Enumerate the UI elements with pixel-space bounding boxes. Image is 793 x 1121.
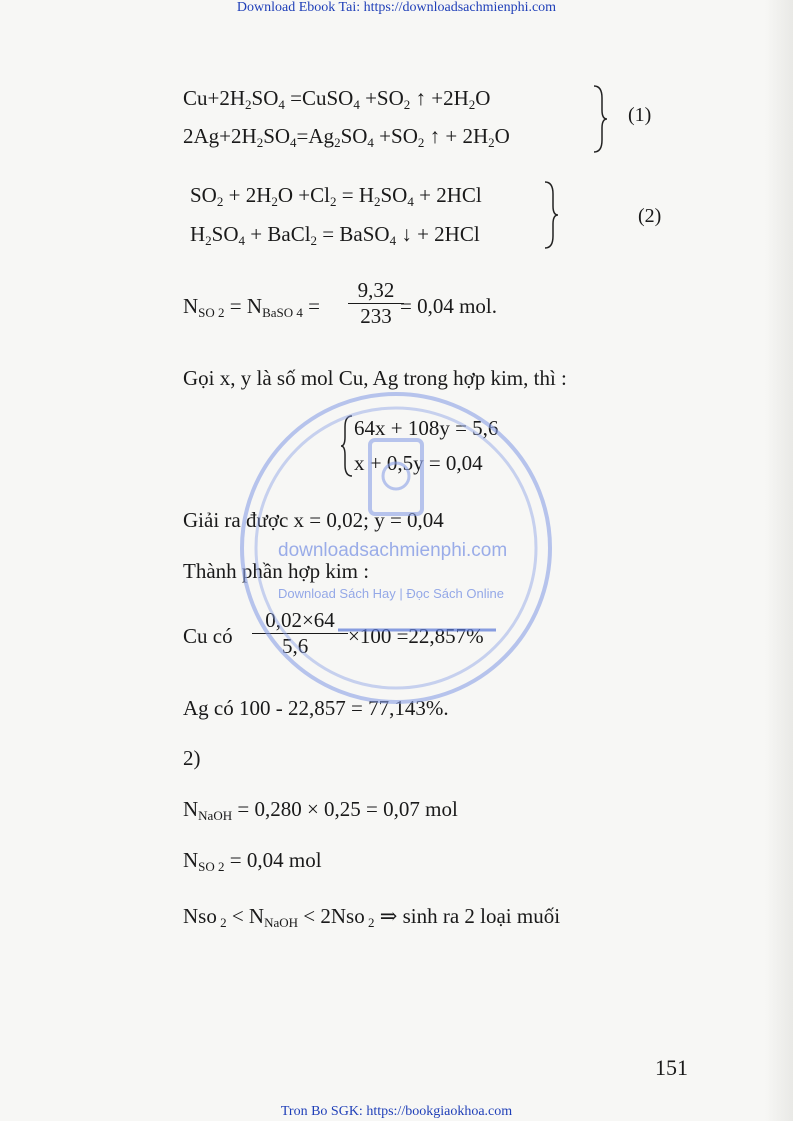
cu-numerator: 0,02×64 bbox=[252, 608, 348, 634]
system-eq-2: x + 0,5y = 0,04 bbox=[354, 451, 483, 475]
mole-denominator: 233 bbox=[360, 304, 392, 328]
solution-text: Giải ra được x = 0,02; y = 0,04 bbox=[183, 508, 444, 532]
naoh-calc: $N_{NaOH} = 0,280 \times 0,25 = 0,07$ mol bbox=[183, 797, 458, 823]
watermark-site: downloadsachmienphi.com bbox=[278, 540, 508, 561]
footer-link[interactable]: Tron Bo SGK: https://bookgiaokhoa.com bbox=[280, 1104, 513, 1119]
reaction-1a: $Cu+2H_2SO_4$ =CuSO$_4$ $+SO_2$ ↑ $+2H_2O$ bbox=[183, 86, 491, 112]
mole-fraction bbox=[348, 278, 404, 329]
page-number: 151 bbox=[655, 1055, 688, 1080]
comparison-line: Nso $_2 < N_{NaOH} < 2Nso$ $_2$ ⇒ sinh ra 2 loại muối bbox=[183, 904, 561, 930]
equation-label-1: (1) bbox=[628, 104, 652, 126]
reaction-1b: $2Ag+2H_2SO_4=Ag_2SO_4 +SO_2$ ↑ + $2H_2O$ bbox=[183, 124, 510, 150]
mole-result: = 0,04 mol. bbox=[400, 294, 498, 318]
cu-prefix: Cu có bbox=[183, 624, 233, 648]
page-edge-shadow bbox=[765, 0, 793, 1121]
header-download-link[interactable]: Download Ebook Tai: https://downloadsachmienphi.com bbox=[236, 0, 557, 15]
so2-mol: $N_{SO 2} = 0,04$ mol bbox=[183, 848, 322, 874]
mole-numerator: 9,32 bbox=[348, 278, 404, 304]
cu-denominator: 5,6 bbox=[282, 634, 309, 658]
equation-label-2: (2) bbox=[638, 205, 662, 227]
reaction-2a: $SO_2 + 2H_2O +Cl_2 = H_2SO_4 + 2HCl$ bbox=[190, 183, 482, 209]
right-brace-2 bbox=[543, 180, 559, 250]
mole-calc-lhs: $N_{SO 2} = N_{BaSO 4}$ = bbox=[183, 294, 320, 320]
intro-text: Gọi x, y là số mol Cu, Ag trong hợp kim, thì : bbox=[183, 366, 567, 390]
system-eq-1: 64x + 108y = 5,6 bbox=[354, 416, 499, 440]
ag-calc: Ag có 100 - 22,857 = 77,143%. bbox=[183, 696, 449, 720]
watermark-tagline: Download Sách Hay | Đọc Sách Online bbox=[278, 586, 504, 601]
cu-suffix: ×100 =22,857% bbox=[348, 624, 484, 648]
right-brace-1 bbox=[592, 84, 608, 154]
reaction-2b: $H_2SO_4$ + BaCl$_2$ = BaSO$_4$ ↓ + 2HCl bbox=[190, 222, 480, 248]
composition-title: Thành phần hợp kim : bbox=[183, 559, 370, 583]
part-2-label: 2) bbox=[183, 746, 201, 770]
